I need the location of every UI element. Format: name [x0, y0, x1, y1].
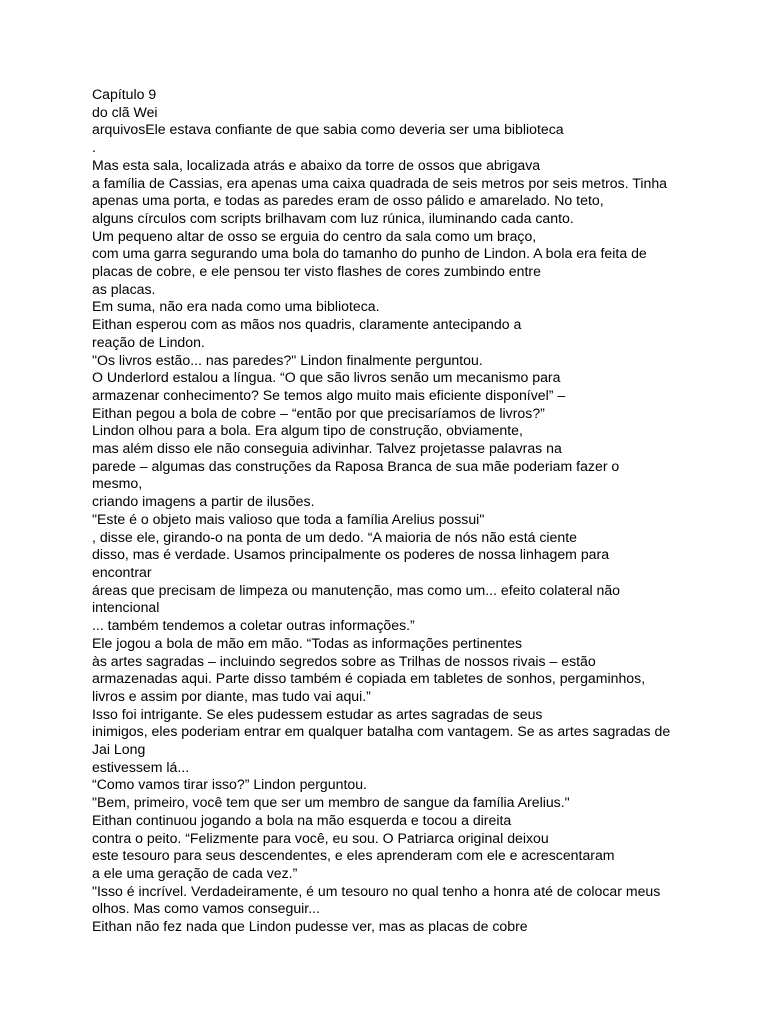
text-line: disso, mas é verdade. Usamos principalmente os poderes de nossa linhagem para [92, 546, 610, 563]
text-line: Eithan pegou a bola de cobre – “então por que precisaríamos de livros?” [92, 404, 545, 421]
text-line: “Como vamos tirar isso?” Lindon perguntou. [92, 776, 367, 793]
text-line: "Os livros estão... nas paredes?" Lindon finalmente perguntou. [92, 351, 483, 368]
text-line [92, 936, 692, 954]
text-line: intencional [92, 599, 160, 616]
document-page [92, 86, 692, 953]
text-line: mas além disso ele não conseguia adivinhar. Talvez projetasse palavras na [92, 440, 562, 457]
text-line: alguns círculos com scripts brilhavam com luz rúnica, iluminando cada canto. [92, 209, 574, 226]
text-line: a família de Cassias, era apenas uma caixa quadrada de seis metros por seis metros. Tinha [92, 174, 668, 191]
text-line: criando imagens a partir de ilusões. [92, 493, 315, 510]
text-line: a ele uma geração de cada vez.” [92, 864, 298, 881]
text-line: estivessem lá... [92, 758, 190, 775]
text-line: as placas. [92, 280, 156, 297]
text-line: placas de cobre, e ele pensou ter visto flashes de cores zumbindo entre [92, 263, 541, 280]
text-line: reação de Lindon. [92, 333, 205, 350]
text-line: livros e assim por diante, mas tudo vai aqui.” [92, 687, 371, 704]
text-line: áreas que precisam de limpeza ou manutenção, mas como um... efeito colateral não [92, 581, 621, 598]
text-line: Jai Long [92, 741, 146, 758]
text-line: Capítulo 9 [92, 86, 157, 102]
text-line: Em suma, não era nada como uma biblioteca. [92, 298, 380, 315]
text-line: arquivosEle estava confiante de que sabia como deveria ser uma biblioteca [92, 121, 564, 138]
text-line: parede – algumas das construções da Raposa Branca de sua mãe poderiam fazer o [92, 457, 620, 474]
text-line: , disse ele, girando-o na ponta de um dedo. “A maioria de nós não está ciente [92, 528, 577, 545]
text-line: encontrar [92, 563, 152, 580]
text-line: Mas esta sala, localizada atrás e abaixo da torre de ossos que abrigava [92, 156, 541, 173]
text-line: . [92, 139, 96, 156]
text-line: "Bem, primeiro, você tem que ser um membro de sangue da família Arelius." [92, 794, 570, 811]
text-line: às artes sagradas – incluindo segredos sobre as Trilhas de nossos rivais – estão [92, 652, 596, 669]
text-line: Eithan não fez nada que Lindon pudesse ver, mas as placas de cobre [92, 918, 528, 935]
text-line: com uma garra segurando uma bola do tamanho do punho de Lindon. A bola era feita de [92, 245, 647, 262]
text-line: contra o peito. “Felizmente para você, eu sou. O Patriarca original deixou [92, 829, 549, 846]
text-line: apenas uma porta, e todas as paredes eram de osso pálido e amarelado. No teto, [92, 192, 604, 209]
text-line: armazenadas aqui. Parte disso também é copiada em tabletes de sonhos, pergaminhos, [92, 670, 646, 687]
text-line: "Isso é incrível. Verdadeiramente, é um tesouro no qual tenho a honra até de colocar meus [92, 882, 661, 899]
text-line: olhos. Mas como vamos conseguir... [92, 900, 320, 917]
text-line: Isso foi intrigante. Se eles pudessem estudar as artes sagradas de seus [92, 705, 543, 722]
text-line: Ele jogou a bola de mão em mão. “Todas as informações pertinentes [92, 634, 523, 651]
text-line: do clã Wei [92, 103, 158, 120]
text-line: Lindon olhou para a bola. Era algum tipo de construção, obviamente, [92, 422, 523, 439]
text-line: "Este é o objeto mais valioso que toda a família Arelius possui" [92, 510, 485, 527]
text-line: armazenar conhecimento? Se temos algo muito mais eficiente disponível” – [92, 386, 566, 403]
text-line: mesmo, [92, 475, 143, 492]
text-line: Eithan esperou com as mãos nos quadris, claramente antecipando a [92, 316, 522, 333]
text-line: Um pequeno altar de osso se erguia do centro da sala como um braço, [92, 227, 537, 244]
text-line: Eithan continuou jogando a bola na mão esquerda e tocou a direita [92, 811, 512, 828]
text-line: este tesouro para seus descendentes, e eles aprenderam com ele e acrescentaram [92, 847, 615, 864]
text-line: O Underlord estalou a língua. “O que são livros senão um mecanismo para [92, 369, 561, 386]
text-line: ... também tendemos a coletar outras informações.” [92, 617, 415, 634]
text-line: inimigos, eles poderiam entrar em qualquer batalha com vantagem. Se as artes sagradas de [92, 723, 671, 740]
